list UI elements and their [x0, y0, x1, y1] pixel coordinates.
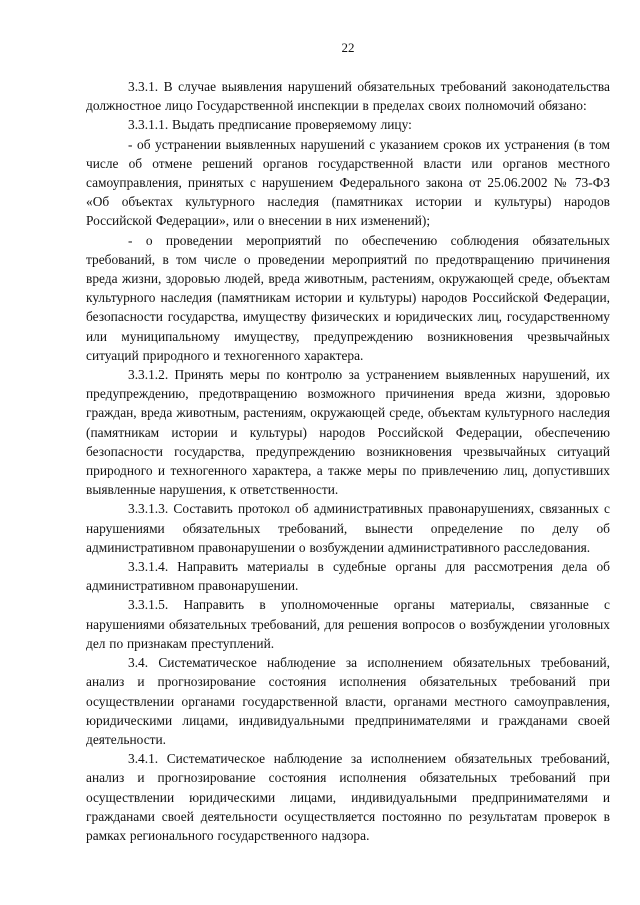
- paragraph-3-3-1-4: 3.3.1.4. Направить материалы в судебные органы для рассмотрения дела об административном правонарушении.: [86, 559, 610, 594]
- list-item-compliance-measures: - о проведении мероприятий по обеспечению соблюдения обязательных требований, в том числе о проведении мероприятий по предотвращению причинения вреда жизни, здоровью людей, вреда животным, растениям, окружающей среде, объектам культурного наследия (памятникам истории и культуры) народов Российской Федерации, безопасности государства, имуществу физических и юридических лиц, государственному или муниципальному имуществу, предупреждению возникновения чрезвычайных ситуаций природного и техногенного характера.: [86, 232, 610, 363]
- paragraph-3-3-1-2: 3.3.1.2. Принять меры по контролю за устранением выявленных нарушений, их предупреждению, предотвращению возможного причинения вреда жизни, здоровью граждан, вреда животным, растениям, окружающей среде, объектам культурного наследия (памятникам истории и культуры) народов Российской Федерации, обеспечению безопасности государства, предупреждению возникновения чрезвычайных ситуаций природного и техногенного характера, а также меры по привлечению лиц, допустивших выявленные нарушения, к ответственности.: [86, 367, 610, 498]
- paragraph-3-3-1: 3.3.1. В случае выявления нарушений обязательных требований законодательства должностное лицо Государственной инспекции в пределах своих полномочий обязано:: [86, 79, 610, 114]
- page-number: 22: [341, 40, 355, 55]
- list-item-eliminate-violations: - об устранении выявленных нарушений с указанием сроков их устранения (в том числе об отмене решений органов государственной власти или органов местного самоуправления, принятых с нарушением Федерального закона от 25.06.2002 № 73-ФЗ «Об объектах культурного наследия (памятниках истории и культуры) народов Российской Федерации», или о внесении в них изменений);: [86, 136, 610, 229]
- paragraph-3-3-1-1: 3.3.1.1. Выдать предписание проверяемому лицу:: [128, 117, 412, 133]
- paragraph-3-4-1: 3.4.1. Систематическое наблюдение за исполнением обязательных требований, анализ и прогнозирование состояния исполнения обязательных требований при осуществлении юридическими лицами, индивидуальными предпринимателями и гражданами своей деятельности осуществляется постоянно по результатам проверок в рамках регионального государственного надзора.: [86, 751, 610, 843]
- paragraph-3-3-1-3: 3.3.1.3. Составить протокол об административных правонарушениях, связанных с нарушениями обязательных требований, вынести определение по делу об административном правонарушении о возбуждении административного расследования.: [86, 501, 610, 555]
- paragraph-3-4: 3.4. Систематическое наблюдение за исполнением обязательных требований, анализ и прогнозирование состояния исполнения обязательных требований при осуществлении органами государственной власти, органами местного самоуправления, юридическими лицами, индивидуальными предпринимателями и гражданами своей деятельности.: [86, 655, 610, 747]
- paragraph-3-3-1-5: 3.3.1.5. Направить в уполномоченные органы материалы, связанные с нарушениями обязательных требований, для решения вопросов о возбуждении уголовных дел по признакам преступлений.: [86, 597, 610, 651]
